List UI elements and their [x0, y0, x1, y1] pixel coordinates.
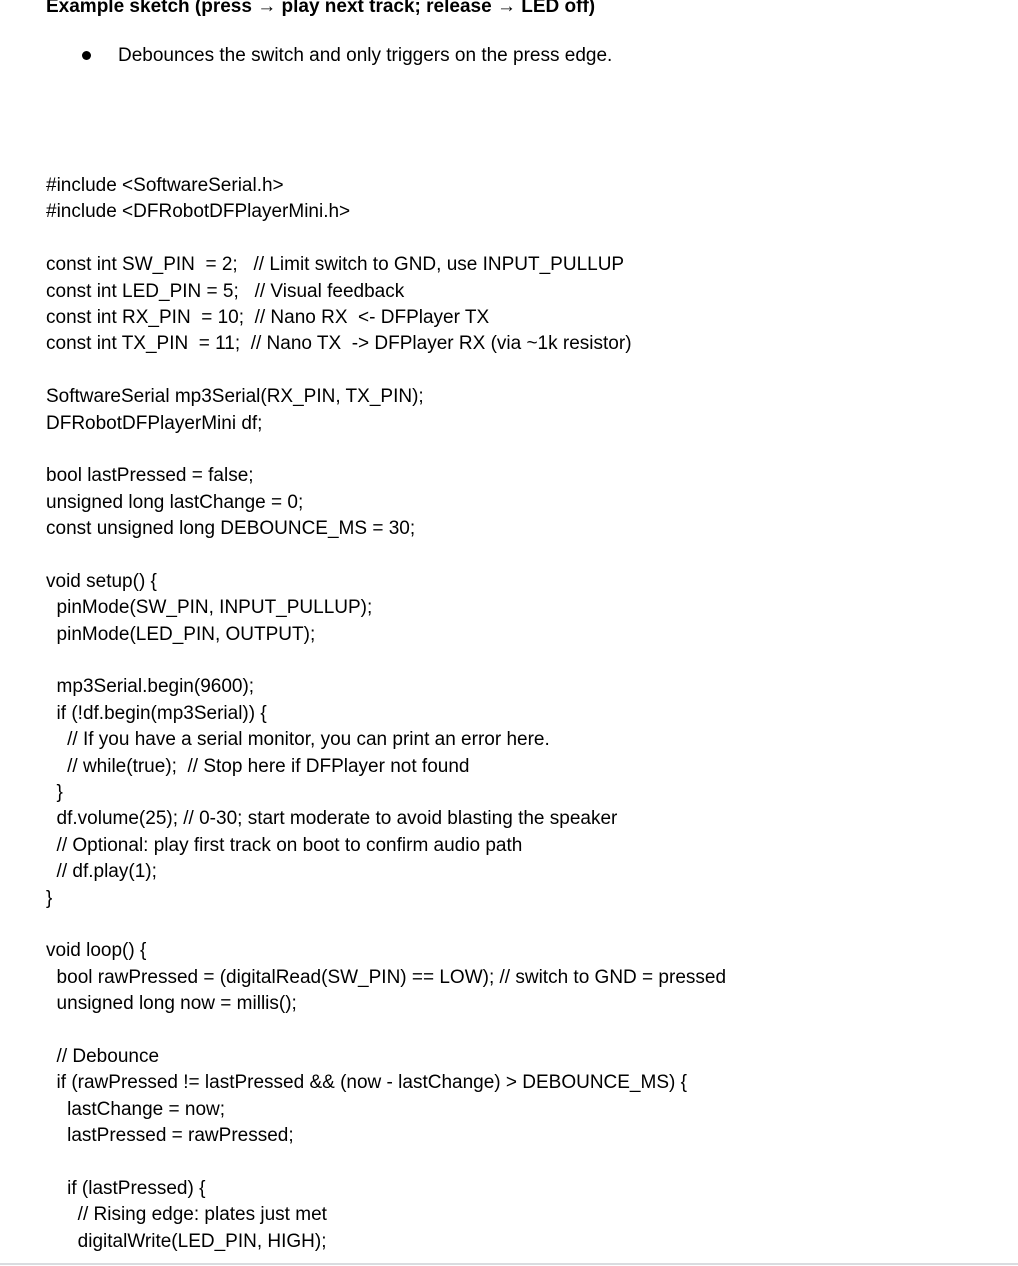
code-line: unsigned long lastChange = 0; [46, 491, 304, 513]
code-line: lastPressed = rawPressed; [46, 1125, 294, 1147]
page-divider [0, 1263, 1018, 1265]
code-line: const int RX_PIN = 10; // Nano RX <- DFPlayer TX [46, 306, 490, 328]
code-line: const int LED_PIN = 5; // Visual feedback [46, 280, 405, 302]
bullet-text: Debounces the switch and only triggers on the press edge. [118, 45, 613, 66]
code-line: if (lastPressed) { [46, 1177, 206, 1199]
code-line: unsigned long now = millis(); [46, 993, 297, 1015]
code-line: digitalWrite(LED_PIN, HIGH); [46, 1230, 327, 1252]
code-line: // while(true); // Stop here if DFPlayer not found [46, 755, 470, 777]
bullet-icon [82, 51, 91, 60]
code-line [46, 912, 726, 938]
section-heading: Example sketch (press → play next track; release → LED off) [46, 0, 596, 17]
code-block [46, 173, 726, 1255]
code-line: } [46, 887, 53, 909]
code-line: const unsigned long DEBOUNCE_MS = 30; [46, 518, 416, 540]
code-line [46, 1018, 726, 1044]
code-line: #include <DFRobotDFPlayerMini.h> [46, 201, 351, 223]
code-line: // df.play(1); [46, 861, 157, 883]
code-line: // If you have a serial monitor, you can print an error here. [46, 729, 550, 751]
code-line: lastChange = now; [46, 1098, 226, 1120]
code-line: const int SW_PIN = 2; // Limit switch to GND, use INPUT_PULLUP [46, 254, 625, 276]
code-line: bool rawPressed = (digitalRead(SW_PIN) == LOW); // switch to GND = pressed [46, 966, 727, 988]
code-line [46, 437, 726, 463]
code-line: DFRobotDFPlayerMini df; [46, 412, 263, 434]
code-line: void setup() { [46, 570, 157, 592]
code-line: #include <SoftwareSerial.h> [46, 175, 284, 196]
code-line: const int TX_PIN = 11; // Nano TX -> DFPlayer RX (via ~1k resistor) [46, 333, 632, 355]
code-line: // Rising edge: plates just met [46, 1204, 327, 1226]
code-line: bool lastPressed = false; [46, 465, 254, 487]
code-line [46, 358, 726, 384]
code-line [46, 226, 726, 252]
code-line: df.volume(25); // 0-30; start moderate to avoid blasting the speaker [46, 808, 618, 830]
code-line: // Debounce [46, 1045, 160, 1067]
code-line: mp3Serial.begin(9600); [46, 676, 255, 698]
code-line [46, 648, 726, 674]
code-line: } [46, 781, 63, 803]
bullet-item [82, 43, 613, 69]
code-line: if (!df.begin(mp3Serial)) { [46, 702, 267, 724]
code-line: if (rawPressed != lastPressed && (now - lastChange) > DEBOUNCE_MS) { [46, 1072, 687, 1094]
code-line: pinMode(SW_PIN, INPUT_PULLUP); [46, 597, 373, 619]
code-line: SoftwareSerial mp3Serial(RX_PIN, TX_PIN); [46, 386, 424, 408]
code-line: void loop() { [46, 940, 147, 962]
code-line [46, 1149, 726, 1175]
code-line: pinMode(LED_PIN, OUTPUT); [46, 623, 316, 645]
code-line [46, 542, 726, 568]
code-line: // Optional: play first track on boot to confirm audio path [46, 834, 523, 856]
